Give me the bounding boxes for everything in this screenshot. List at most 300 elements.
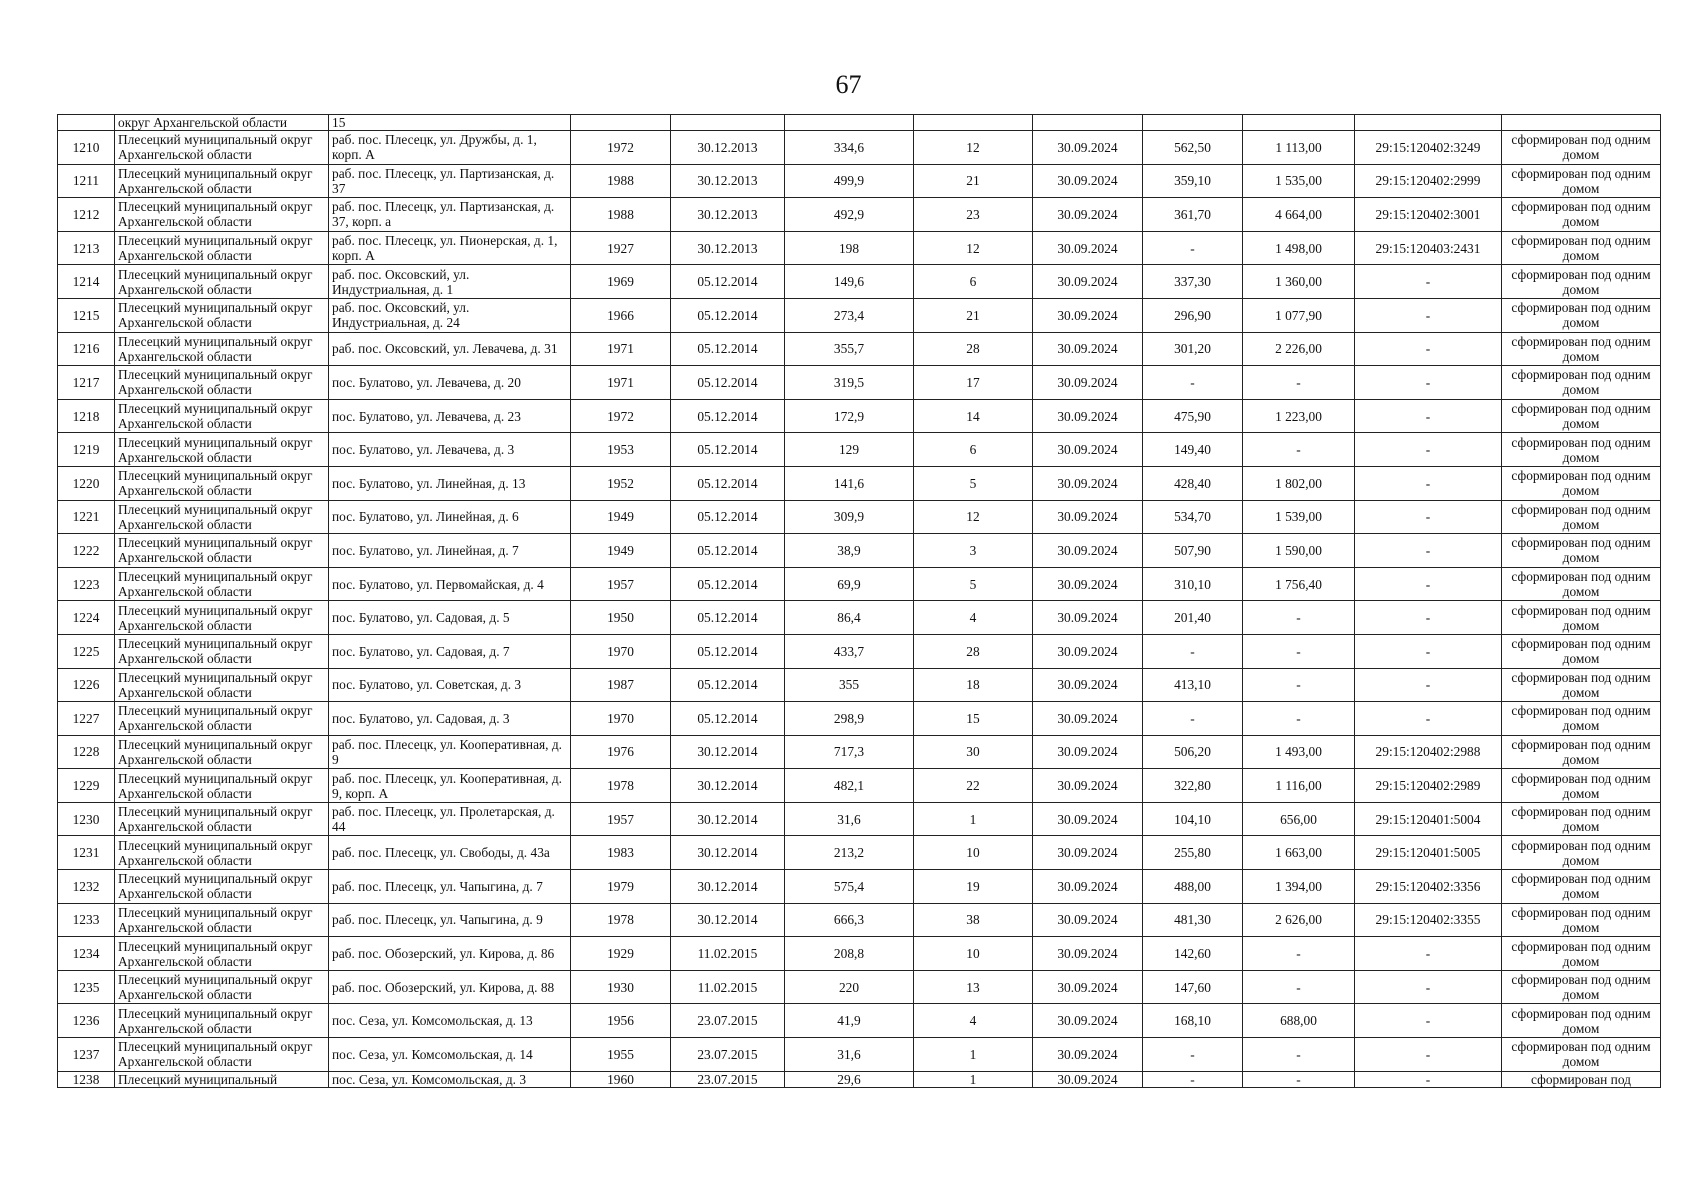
cell-building-area: - (1243, 1038, 1355, 1072)
table-body (58, 115, 1661, 1088)
cell-address: раб. пос. Плесецк, ул. Партизанская, д. 37, корп. а (329, 198, 571, 232)
cell-municipality: Плесецкий муниципальный округ Архангельской области (115, 433, 329, 467)
cell-area: 334,6 (785, 131, 914, 165)
table-row (58, 702, 1661, 736)
cell-status: сформирован под (1502, 1071, 1661, 1087)
cell-land-area: 142,60 (1143, 937, 1243, 971)
cell-land-area: 413,10 (1143, 668, 1243, 702)
cell-year: 1972 (571, 131, 671, 165)
cell-building-area: 1 539,00 (1243, 500, 1355, 534)
cell-land-area: 361,70 (1143, 198, 1243, 232)
cell-status: сформирован под одним домом (1502, 534, 1661, 568)
cell-year: 1952 (571, 466, 671, 500)
cell-deadline: 30.09.2024 (1033, 567, 1143, 601)
cell-municipality: Плесецкий муниципальный округ Архангельской области (115, 903, 329, 937)
cell-building-area: 688,00 (1243, 1004, 1355, 1038)
cell-deadline: 30.09.2024 (1033, 265, 1143, 299)
cell-residents: 38 (914, 903, 1033, 937)
cell-municipality: Плесецкий муниципальный округ Архангельской области (115, 567, 329, 601)
cell-area: 31,6 (785, 1038, 914, 1072)
cell-address: раб. пос. Плесецк, ул. Пионерская, д. 1, корп. А (329, 231, 571, 265)
cell-deadline: 30.09.2024 (1033, 399, 1143, 433)
cell-cadastre: - (1355, 567, 1502, 601)
cell-building-area: - (1243, 668, 1355, 702)
cell-no (58, 115, 115, 131)
cell-no: 1231 (58, 836, 115, 870)
cell-status: сформирован под одним домом (1502, 903, 1661, 937)
cell-status: сформирован под одним домом (1502, 164, 1661, 198)
cell-area: 149,6 (785, 265, 914, 299)
table-row (58, 164, 1661, 198)
cell-residents: 10 (914, 937, 1033, 971)
cell-municipality: Плесецкий муниципальный округ Архангельской области (115, 937, 329, 971)
cell-no: 1238 (58, 1071, 115, 1087)
cell-building-area: 1 498,00 (1243, 231, 1355, 265)
cell-no: 1226 (58, 668, 115, 702)
cell-cadastre: - (1355, 1071, 1502, 1087)
cell-status: сформирован под одним домом (1502, 970, 1661, 1004)
cell-cadastre: 29:15:120401:5005 (1355, 836, 1502, 870)
cell-no: 1220 (58, 466, 115, 500)
cell-area: 208,8 (785, 937, 914, 971)
cell-deadline: 30.09.2024 (1033, 970, 1143, 1004)
cell-residents: 12 (914, 131, 1033, 165)
cell-address: пос. Булатово, ул. Первомайская, д. 4 (329, 567, 571, 601)
table-row (58, 668, 1661, 702)
cell-building-area: 2 226,00 (1243, 332, 1355, 366)
cell-land-area: 296,90 (1143, 298, 1243, 332)
table-row (58, 298, 1661, 332)
cell-year: 1970 (571, 702, 671, 736)
cell-address: раб. пос. Плесецк, ул. Дружбы, д. 1, корп. А (329, 131, 571, 165)
cell-status (1502, 115, 1661, 131)
cell-cadastre: - (1355, 668, 1502, 702)
cell-year: 1978 (571, 769, 671, 803)
cell-no: 1212 (58, 198, 115, 232)
table-row (58, 399, 1661, 433)
table-row (58, 466, 1661, 500)
cell-area: 38,9 (785, 534, 914, 568)
cell-date: 30.12.2013 (671, 164, 785, 198)
cell-cadastre: - (1355, 366, 1502, 400)
cell-year: 1957 (571, 567, 671, 601)
cell-no: 1234 (58, 937, 115, 971)
cell-status: сформирован под одним домом (1502, 265, 1661, 299)
cell-address: пос. Булатово, ул. Левачева, д. 20 (329, 366, 571, 400)
cell-deadline: 30.09.2024 (1033, 870, 1143, 904)
cell-address: раб. пос. Оксовский, ул. Индустриальная, д. 24 (329, 298, 571, 332)
table-row (58, 567, 1661, 601)
cell-no: 1211 (58, 164, 115, 198)
cell-area: 355 (785, 668, 914, 702)
cell-building-area: 1 116,00 (1243, 769, 1355, 803)
cell-area: 69,9 (785, 567, 914, 601)
cell-area: 213,2 (785, 836, 914, 870)
cell-status: сформирован под одним домом (1502, 433, 1661, 467)
table-row (58, 870, 1661, 904)
cell-date: 30.12.2014 (671, 735, 785, 769)
cell-area: 86,4 (785, 601, 914, 635)
cell-date: 05.12.2014 (671, 298, 785, 332)
cell-building-area: 656,00 (1243, 802, 1355, 836)
cell-municipality: Плесецкий муниципальный округ Архангельской области (115, 198, 329, 232)
cell-status: сформирован под одним домом (1502, 500, 1661, 534)
cell-land-area: 168,10 (1143, 1004, 1243, 1038)
cell-no: 1214 (58, 265, 115, 299)
cell-status: сформирован под одним домом (1502, 601, 1661, 635)
cell-year (571, 115, 671, 131)
cell-municipality: Плесецкий муниципальный округ Архангельской области (115, 702, 329, 736)
cell-residents: 4 (914, 601, 1033, 635)
cell-date: 05.12.2014 (671, 702, 785, 736)
cell-date: 05.12.2014 (671, 634, 785, 668)
cell-cadastre: - (1355, 970, 1502, 1004)
cell-status: сформирован под одним домом (1502, 702, 1661, 736)
cell-year: 1953 (571, 433, 671, 467)
cell-building-area: 1 223,00 (1243, 399, 1355, 433)
cell-residents: 1 (914, 1071, 1033, 1087)
cell-land-area: 201,40 (1143, 601, 1243, 635)
cell-deadline: 30.09.2024 (1033, 500, 1143, 534)
cell-address: пос. Сеза, ул. Комсомольская, д. 14 (329, 1038, 571, 1072)
cell-residents (914, 115, 1033, 131)
cell-year: 1988 (571, 198, 671, 232)
cell-year: 1972 (571, 399, 671, 433)
cell-land-area: 507,90 (1143, 534, 1243, 568)
cell-building-area: - (1243, 970, 1355, 1004)
table-row (58, 1004, 1661, 1038)
cell-municipality: Плесецкий муниципальный округ Архангельской области (115, 634, 329, 668)
cell-deadline (1033, 115, 1143, 131)
cell-municipality: Плесецкий муниципальный округ Архангельской области (115, 836, 329, 870)
cell-address: раб. пос. Плесецк, ул. Кооперативная, д. 9 (329, 735, 571, 769)
cell-status: сформирован под одним домом (1502, 735, 1661, 769)
cell-residents: 21 (914, 298, 1033, 332)
cell-residents: 22 (914, 769, 1033, 803)
cell-land-area: 562,50 (1143, 131, 1243, 165)
cell-cadastre: - (1355, 433, 1502, 467)
cell-no: 1218 (58, 399, 115, 433)
cell-residents: 1 (914, 802, 1033, 836)
cell-address: раб. пос. Обозерский, ул. Кирова, д. 86 (329, 937, 571, 971)
cell-no: 1227 (58, 702, 115, 736)
cell-address: раб. пос. Плесецк, ул. Чапыгина, д. 7 (329, 870, 571, 904)
cell-residents: 23 (914, 198, 1033, 232)
cell-building-area (1243, 115, 1355, 131)
cell-status: сформирован под одним домом (1502, 870, 1661, 904)
cell-year: 1988 (571, 164, 671, 198)
cell-no: 1232 (58, 870, 115, 904)
cell-area: 172,9 (785, 399, 914, 433)
table-row (58, 903, 1661, 937)
cell-municipality: Плесецкий муниципальный округ Архангельской области (115, 601, 329, 635)
cell-municipality: Плесецкий муниципальный округ Архангельской области (115, 970, 329, 1004)
cell-status: сформирован под одним домом (1502, 668, 1661, 702)
table-row (58, 1071, 1661, 1087)
cell-residents: 3 (914, 534, 1033, 568)
cell-cadastre: 29:15:120402:3001 (1355, 198, 1502, 232)
cell-cadastre: - (1355, 466, 1502, 500)
cell-land-area: 149,40 (1143, 433, 1243, 467)
cell-address: пос. Булатово, ул. Садовая, д. 5 (329, 601, 571, 635)
cell-cadastre: - (1355, 332, 1502, 366)
cell-municipality: Плесецкий муниципальный округ Архангельской области (115, 466, 329, 500)
cell-municipality: Плесецкий муниципальный округ Архангельской области (115, 668, 329, 702)
cell-cadastre: - (1355, 601, 1502, 635)
cell-address: раб. пос. Обозерский, ул. Кирова, д. 88 (329, 970, 571, 1004)
cell-no: 1210 (58, 131, 115, 165)
cell-date: 05.12.2014 (671, 500, 785, 534)
cell-land-area: 147,60 (1143, 970, 1243, 1004)
cell-year: 1927 (571, 231, 671, 265)
cell-municipality: Плесецкий муниципальный округ Архангельской области (115, 1004, 329, 1038)
cell-deadline: 30.09.2024 (1033, 433, 1143, 467)
cell-cadastre: - (1355, 399, 1502, 433)
cell-land-area: 488,00 (1143, 870, 1243, 904)
cell-residents: 5 (914, 466, 1033, 500)
cell-address: пос. Булатово, ул. Советская, д. 3 (329, 668, 571, 702)
cell-address: пос. Булатово, ул. Линейная, д. 7 (329, 534, 571, 568)
cell-date: 05.12.2014 (671, 332, 785, 366)
cell-land-area: 322,80 (1143, 769, 1243, 803)
cell-land-area: - (1143, 1071, 1243, 1087)
cell-deadline: 30.09.2024 (1033, 1071, 1143, 1087)
cell-cadastre: 29:15:120402:3249 (1355, 131, 1502, 165)
cell-year: 1969 (571, 265, 671, 299)
cell-municipality: Плесецкий муниципальный округ Архангельской области (115, 500, 329, 534)
cell-year: 1950 (571, 601, 671, 635)
table-row (58, 332, 1661, 366)
cell-date: 11.02.2015 (671, 970, 785, 1004)
cell-building-area: - (1243, 366, 1355, 400)
cell-deadline: 30.09.2024 (1033, 802, 1143, 836)
cell-status: сформирован под одним домом (1502, 1004, 1661, 1038)
cell-date: 23.07.2015 (671, 1004, 785, 1038)
cell-land-area: - (1143, 1038, 1243, 1072)
cell-deadline: 30.09.2024 (1033, 634, 1143, 668)
cell-residents: 1 (914, 1038, 1033, 1072)
cell-status: сформирован под одним домом (1502, 937, 1661, 971)
cell-municipality: Плесецкий муниципальный округ Архангельской области (115, 164, 329, 198)
cell-address: пос. Булатово, ул. Линейная, д. 6 (329, 500, 571, 534)
cell-year: 1949 (571, 500, 671, 534)
cell-residents: 13 (914, 970, 1033, 1004)
cell-cadastre: - (1355, 265, 1502, 299)
cell-year: 1966 (571, 298, 671, 332)
cell-land-area: - (1143, 366, 1243, 400)
cell-deadline: 30.09.2024 (1033, 231, 1143, 265)
cell-building-area: 1 590,00 (1243, 534, 1355, 568)
cell-deadline: 30.09.2024 (1033, 1038, 1143, 1072)
cell-address: пос. Сеза, ул. Комсомольская, д. 13 (329, 1004, 571, 1038)
cell-deadline: 30.09.2024 (1033, 735, 1143, 769)
cell-building-area: 1 360,00 (1243, 265, 1355, 299)
cell-status: сформирован под одним домом (1502, 231, 1661, 265)
cell-status: сформирован под одним домом (1502, 769, 1661, 803)
cell-status: сформирован под одним домом (1502, 131, 1661, 165)
cell-cadastre: - (1355, 1004, 1502, 1038)
cell-date: 30.12.2013 (671, 198, 785, 232)
table-row (58, 601, 1661, 635)
cell-deadline: 30.09.2024 (1033, 702, 1143, 736)
cell-area: 41,9 (785, 1004, 914, 1038)
table-row (58, 198, 1661, 232)
cell-cadastre: 29:15:120402:2999 (1355, 164, 1502, 198)
cell-date: 30.12.2014 (671, 836, 785, 870)
cell-municipality: Плесецкий муниципальный округ Архангельской области (115, 265, 329, 299)
cell-cadastre: 29:15:120401:5004 (1355, 802, 1502, 836)
cell-land-area: 310,10 (1143, 567, 1243, 601)
cell-year: 1930 (571, 970, 671, 1004)
cell-land-area: - (1143, 231, 1243, 265)
cell-status: сформирован под одним домом (1502, 366, 1661, 400)
cell-date: 30.12.2014 (671, 802, 785, 836)
cell-date: 30.12.2014 (671, 870, 785, 904)
cell-status: сформирован под одним домом (1502, 332, 1661, 366)
cell-status: сформирован под одним домом (1502, 466, 1661, 500)
cell-land-area: 301,20 (1143, 332, 1243, 366)
cell-date: 30.12.2013 (671, 131, 785, 165)
cell-address: пос. Булатово, ул. Левачева, д. 23 (329, 399, 571, 433)
table-row (58, 265, 1661, 299)
cell-no: 1213 (58, 231, 115, 265)
cell-deadline: 30.09.2024 (1033, 937, 1143, 971)
table-row (58, 634, 1661, 668)
cell-deadline: 30.09.2024 (1033, 1004, 1143, 1038)
cell-residents: 6 (914, 265, 1033, 299)
cell-date: 05.12.2014 (671, 668, 785, 702)
cell-no: 1235 (58, 970, 115, 1004)
cell-cadastre: - (1355, 634, 1502, 668)
cell-year: 1971 (571, 332, 671, 366)
cell-cadastre: 29:15:120402:2989 (1355, 769, 1502, 803)
cell-address: пос. Булатово, ул. Линейная, д. 13 (329, 466, 571, 500)
cell-municipality: Плесецкий муниципальный округ Архангельской области (115, 332, 329, 366)
cell-year: 1987 (571, 668, 671, 702)
table-row (58, 366, 1661, 400)
table-row (58, 534, 1661, 568)
cell-date: 05.12.2014 (671, 466, 785, 500)
cell-cadastre: - (1355, 500, 1502, 534)
cell-date: 23.07.2015 (671, 1071, 785, 1087)
cell-status: сформирован под одним домом (1502, 298, 1661, 332)
cell-year: 1978 (571, 903, 671, 937)
table-row (58, 1038, 1661, 1072)
cell-cadastre: - (1355, 534, 1502, 568)
cell-area: 198 (785, 231, 914, 265)
cell-land-area: 337,30 (1143, 265, 1243, 299)
cell-residents: 5 (914, 567, 1033, 601)
cell-deadline: 30.09.2024 (1033, 668, 1143, 702)
cell-area: 433,7 (785, 634, 914, 668)
cell-no: 1222 (58, 534, 115, 568)
cell-deadline: 30.09.2024 (1033, 131, 1143, 165)
cell-date: 30.12.2013 (671, 231, 785, 265)
cell-no: 1233 (58, 903, 115, 937)
cell-area: 29,6 (785, 1071, 914, 1087)
table-row (58, 231, 1661, 265)
cell-no: 1230 (58, 802, 115, 836)
cell-no: 1223 (58, 567, 115, 601)
cell-deadline: 30.09.2024 (1033, 601, 1143, 635)
cell-date: 05.12.2014 (671, 399, 785, 433)
cell-municipality: Плесецкий муниципальный округ Архангельской области (115, 534, 329, 568)
cell-area: 575,4 (785, 870, 914, 904)
cell-deadline: 30.09.2024 (1033, 164, 1143, 198)
cell-residents: 21 (914, 164, 1033, 198)
cell-land-area: - (1143, 634, 1243, 668)
cell-cadastre: - (1355, 298, 1502, 332)
cell-address: раб. пос. Плесецк, ул. Свободы, д. 43а (329, 836, 571, 870)
cell-area: 220 (785, 970, 914, 1004)
cell-deadline: 30.09.2024 (1033, 366, 1143, 400)
table-row (58, 735, 1661, 769)
cell-building-area: 1 113,00 (1243, 131, 1355, 165)
cell-date: 30.12.2014 (671, 903, 785, 937)
cell-municipality: Плесецкий муниципальный округ Архангельской области (115, 231, 329, 265)
cell-municipality: Плесецкий муниципальный округ Архангельской области (115, 399, 329, 433)
table-row-continued (58, 115, 1661, 131)
cell-land-area: 359,10 (1143, 164, 1243, 198)
cell-deadline: 30.09.2024 (1033, 903, 1143, 937)
cell-building-area: - (1243, 634, 1355, 668)
cell-municipality: Плесецкий муниципальный округ Архангельской области (115, 735, 329, 769)
table-row (58, 836, 1661, 870)
cell-municipality: Плесецкий муниципальный округ Архангельской области (115, 802, 329, 836)
cell-no: 1215 (58, 298, 115, 332)
cell-land-area: 475,90 (1143, 399, 1243, 433)
cell-date: 05.12.2014 (671, 366, 785, 400)
cell-building-area: 1 756,40 (1243, 567, 1355, 601)
cell-land-area: 428,40 (1143, 466, 1243, 500)
cell-status: сформирован под одним домом (1502, 567, 1661, 601)
cell-cadastre: - (1355, 937, 1502, 971)
cell-no: 1221 (58, 500, 115, 534)
cell-year: 1929 (571, 937, 671, 971)
cell-year: 1956 (571, 1004, 671, 1038)
cell-area: 717,3 (785, 735, 914, 769)
cell-address: раб. пос. Плесецк, ул. Партизанская, д. 37 (329, 164, 571, 198)
cell-no: 1224 (58, 601, 115, 635)
cell-area: 298,9 (785, 702, 914, 736)
cell-residents: 12 (914, 231, 1033, 265)
cell-land-area: 506,20 (1143, 735, 1243, 769)
cell-building-area: 1 493,00 (1243, 735, 1355, 769)
cell-area: 499,9 (785, 164, 914, 198)
cell-status: сформирован под одним домом (1502, 836, 1661, 870)
cell-address: раб. пос. Оксовский, ул. Индустриальная, д. 1 (329, 265, 571, 299)
cell-address: пос. Булатово, ул. Садовая, д. 7 (329, 634, 571, 668)
cell-year: 1955 (571, 1038, 671, 1072)
cell-year: 1983 (571, 836, 671, 870)
cell-deadline: 30.09.2024 (1033, 332, 1143, 366)
cell-area: 141,6 (785, 466, 914, 500)
cell-area: 482,1 (785, 769, 914, 803)
table-row (58, 802, 1661, 836)
cell-land-area: 255,80 (1143, 836, 1243, 870)
cell-land-area: - (1143, 702, 1243, 736)
cell-status: сформирован под одним домом (1502, 399, 1661, 433)
cell-building-area: - (1243, 937, 1355, 971)
cell-residents: 18 (914, 668, 1033, 702)
table-row (58, 500, 1661, 534)
cell-year: 1949 (571, 534, 671, 568)
cell-year: 1960 (571, 1071, 671, 1087)
cell-no: 1237 (58, 1038, 115, 1072)
cell-building-area: 4 664,00 (1243, 198, 1355, 232)
cell-residents: 30 (914, 735, 1033, 769)
cell-land-area (1143, 115, 1243, 131)
